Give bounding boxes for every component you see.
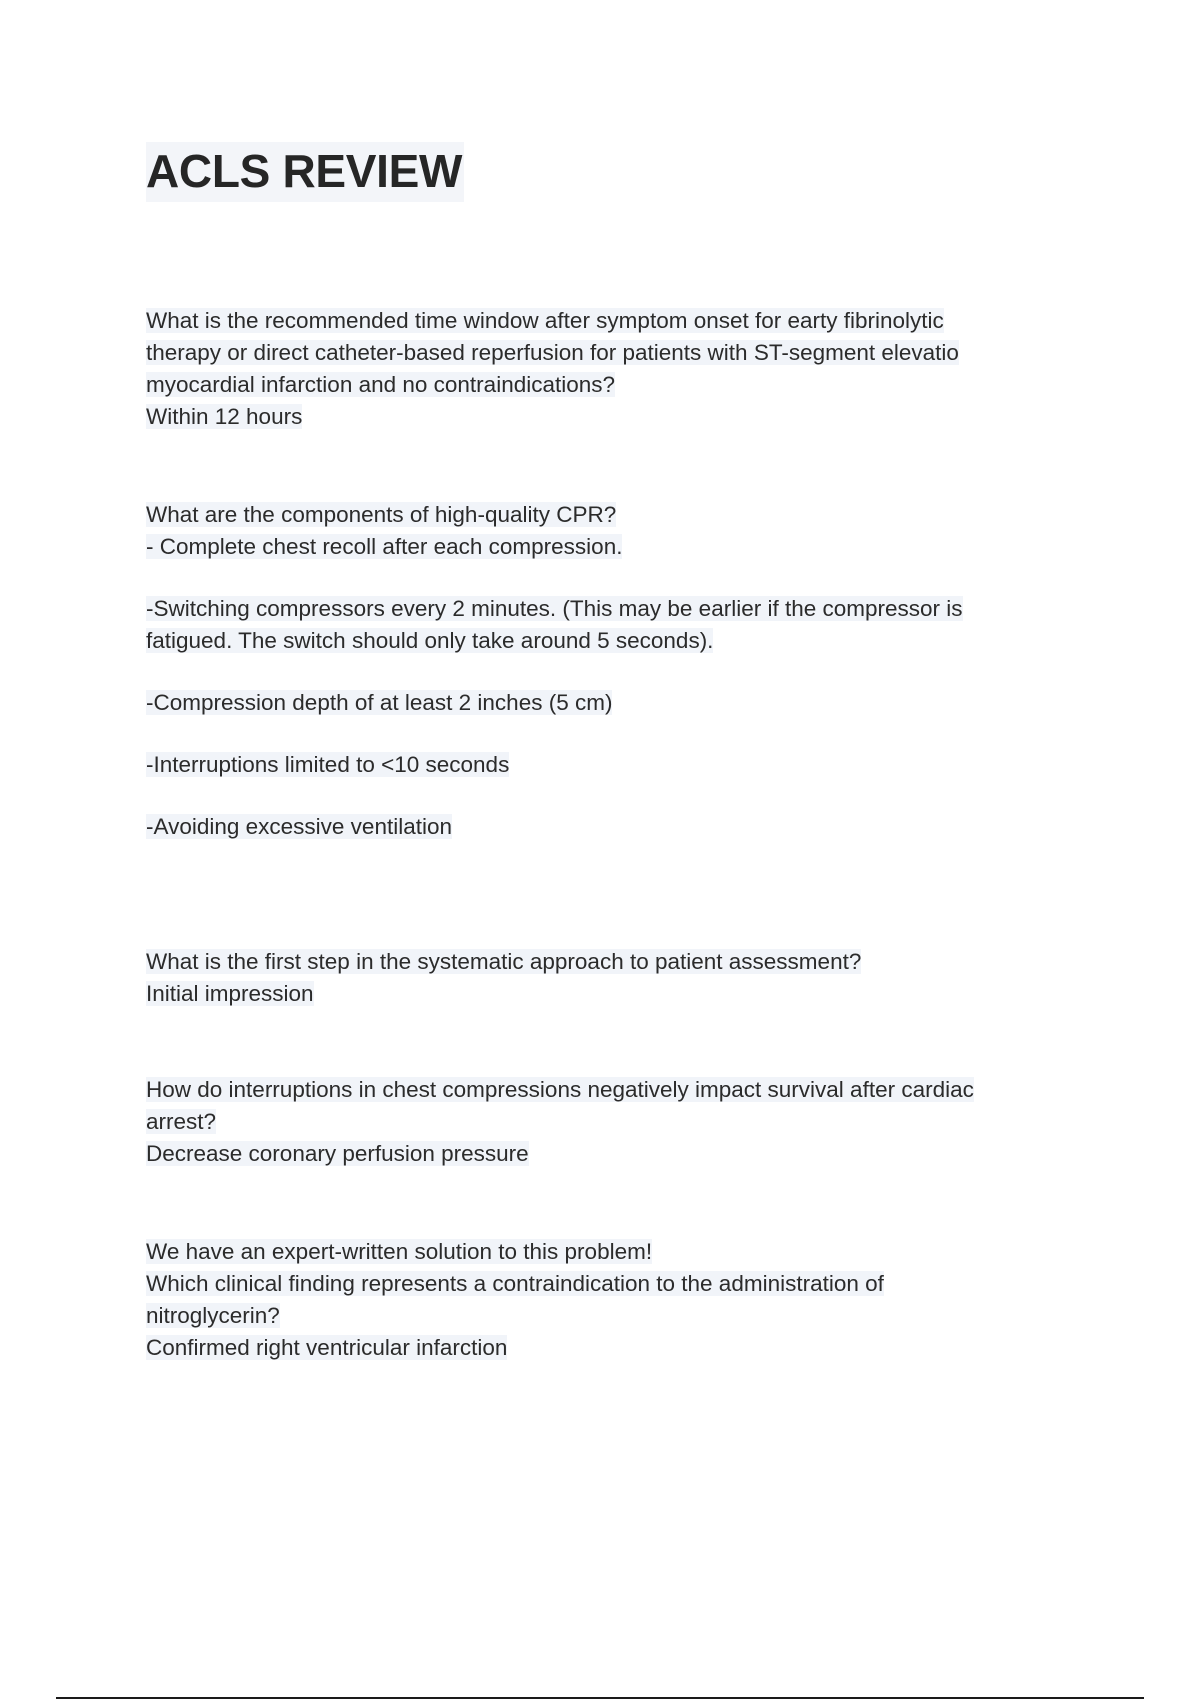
list-item: fatigued. The switch should only take around 5 seconds). bbox=[146, 628, 714, 653]
question-text: arrest? bbox=[146, 1109, 217, 1134]
question-text: therapy or direct catheter-based reperfusion for patients with ST-segment elevatio bbox=[146, 340, 959, 365]
question-text: What are the components of high-quality CPR? bbox=[146, 502, 617, 527]
list-item: -Switching compressors every 2 minutes. (This may be earlier if the compressor is bbox=[146, 596, 963, 621]
page-title: ACLS REVIEW bbox=[146, 142, 464, 202]
solution-banner: We have an expert-written solution to this problem! bbox=[146, 1239, 653, 1264]
qa-block-cpr-components bbox=[146, 499, 1066, 843]
qa-block-systematic-approach bbox=[146, 946, 1066, 1010]
question-text: How do interruptions in chest compressions negatively impact survival after cardiac bbox=[146, 1077, 974, 1102]
answer-text: Within 12 hours bbox=[146, 404, 303, 429]
qa-block-reperfusion-window bbox=[146, 305, 1066, 433]
question-text: What is the first step in the systematic approach to patient assessment? bbox=[146, 949, 862, 974]
answer-text: Decrease coronary perfusion pressure bbox=[146, 1141, 529, 1166]
question-text: Which clinical finding represents a contraindication to the administration of bbox=[146, 1271, 884, 1296]
question-text: myocardial infarction and no contraindications? bbox=[146, 372, 616, 397]
list-item: -Compression depth of at least 2 inches (5 cm) bbox=[146, 690, 613, 715]
question-text: What is the recommended time window after symptom onset for earty fibrinolytic bbox=[146, 308, 944, 333]
page-bottom-divider bbox=[56, 1697, 1144, 1699]
list-item: - Complete chest recoll after each compression. bbox=[146, 534, 623, 559]
qa-block-nitroglycerin bbox=[146, 1236, 1066, 1364]
answer-text: Initial impression bbox=[146, 981, 314, 1006]
question-text: nitroglycerin? bbox=[146, 1303, 280, 1328]
list-item: -Interruptions limited to <10 seconds bbox=[146, 752, 510, 777]
list-item: -Avoiding excessive ventilation bbox=[146, 814, 453, 839]
qa-block-compression-interruptions bbox=[146, 1074, 1066, 1170]
answer-text: Confirmed right ventricular infarction bbox=[146, 1335, 508, 1360]
